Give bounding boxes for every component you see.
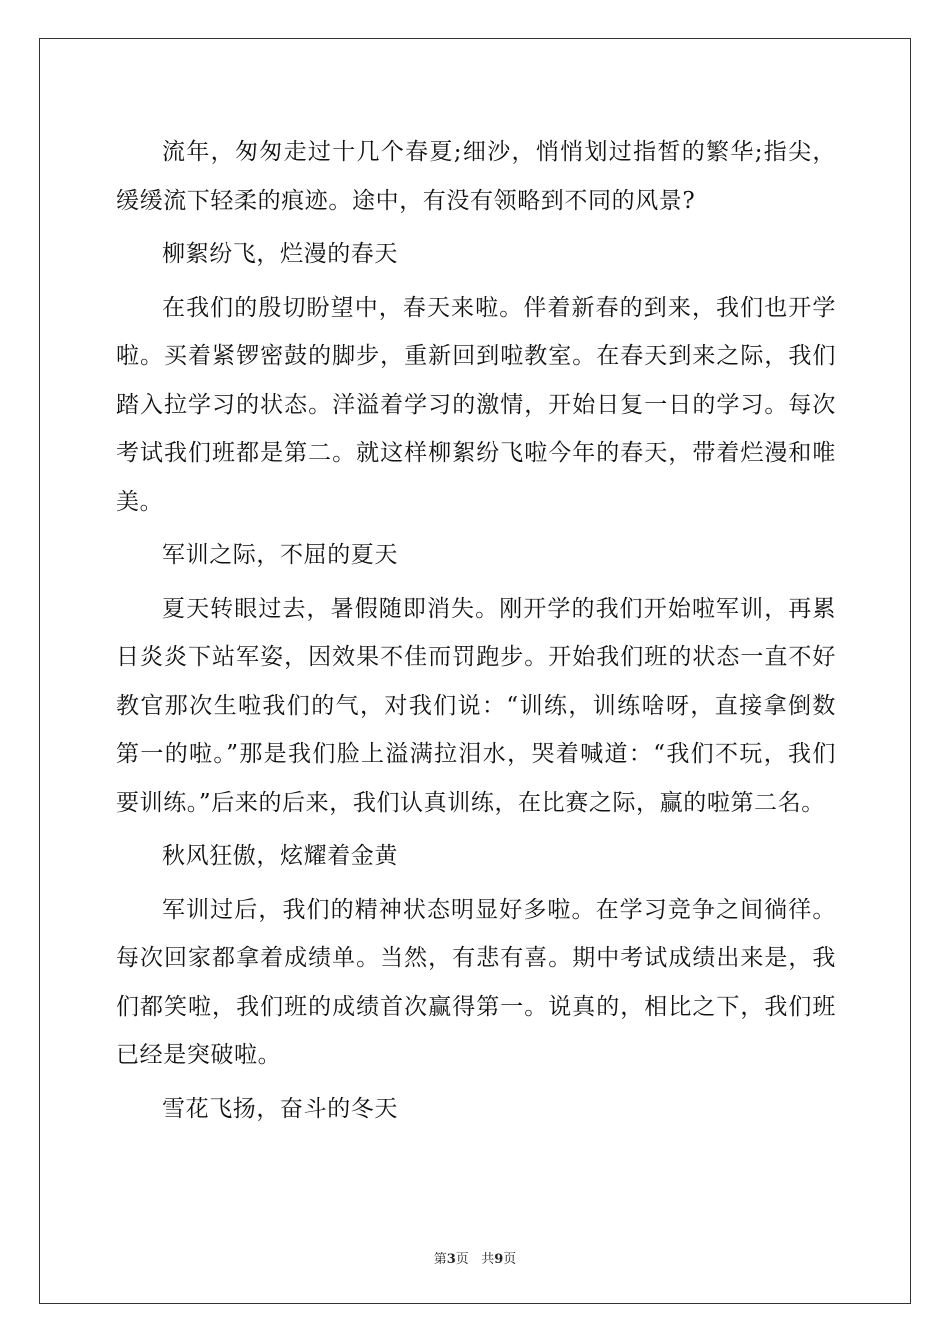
footer-current-page: 3 xyxy=(446,1252,456,1267)
footer-page-suffix: 页 xyxy=(455,1252,469,1267)
document-body xyxy=(116,128,836,1133)
footer-prefix: 第 xyxy=(433,1252,447,1267)
paragraph-spring: 在我们的殷切盼望中，春天来啦。伴着新春的到来，我们也开学啦。买着紧锣密鼓的脚步，重新回到啦教室。在春天到来之际，我们踏入拉学习的状态。洋溢着学习的激情，开始日复一日的学习。每次考试我们班都是第二。就这样柳絮纷飞啦今年的春天，带着烂漫和唯美。 xyxy=(116,294,836,515)
page-footer xyxy=(0,1248,950,1267)
paragraph-autumn: 军训过后，我们的精神状态明显好多啦。在学习竞争之间徜徉。每次回家都拿着成绩单。当然，有悲有喜。期中考试成绩出来是，我们都笑啦，我们班的成绩首次赢得第一。说真的，相比之下，我们班已经是突破啦。 xyxy=(116,896,836,1068)
section-heading-winter: 雪花飞扬，奋斗的冬天 xyxy=(162,1095,398,1122)
paragraph-summer: 夏天转眼过去，暑假随即消失。刚开学的我们开始啦军训，再累日炎炎下站军姿，因效果不佳而罚跑步。开始我们班的状态一直不好教官那次生啦我们的气，对我们说：“训练，训练啥呀，直接拿倒数第一的啦。”那是我们脸上溢满拉泪水，哭着喊道：“我们不玩，我们要训练。”后来的后来，我们认真训练，在比赛之际，赢的啦第二名。 xyxy=(116,595,836,816)
section-heading-autumn: 秋风狂傲，炫耀着金黄 xyxy=(162,843,398,869)
footer-total-pages: 9 xyxy=(494,1252,504,1267)
section-heading-summer: 军训之际，不屈的夏天 xyxy=(162,542,398,568)
footer-total-suffix: 页 xyxy=(503,1252,517,1267)
section-heading-spring: 柳絮纷飞，烂漫的春天 xyxy=(162,241,398,267)
paragraph-intro: 流年，匆匆走过十几个春夏;细沙，悄悄划过指皙的繁华;指尖，缓缓流下轻柔的痕迹。途中，有没有领略到不同的风景? xyxy=(116,139,836,214)
footer-total-prefix: 共 xyxy=(481,1252,495,1267)
